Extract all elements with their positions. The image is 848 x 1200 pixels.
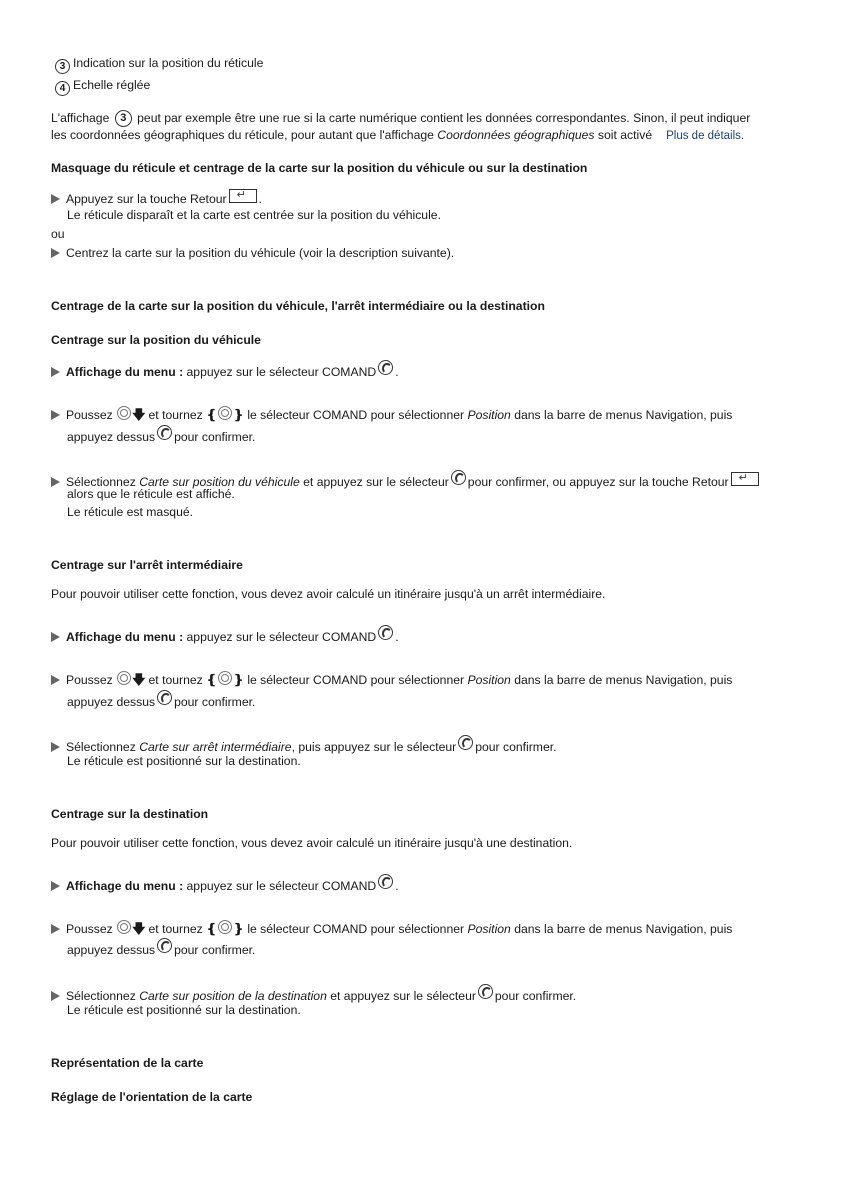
comand-controller-press-icon	[378, 874, 393, 889]
number-3-icon: 3	[55, 59, 70, 74]
or-text: ou	[51, 227, 65, 241]
heading-destination: Centrage sur la destination	[51, 807, 209, 821]
step-push-turn-2-line2: appuyez dessus pour confirmer.	[67, 690, 255, 710]
arrow-down-icon: 🡇	[132, 921, 146, 936]
bullet-arrow-icon	[51, 924, 60, 934]
step-push-turn-3-line2: appuyez dessus pour confirmer.	[67, 938, 255, 958]
bullet-arrow-icon	[51, 675, 60, 685]
comand-controller-press-icon	[157, 425, 172, 440]
heading-intermediate: Centrage sur l'arrêt intermédiaire	[51, 558, 243, 572]
number-4-icon: 4	[55, 81, 70, 96]
bullet-arrow-icon	[51, 881, 60, 891]
bullet-arrow-icon	[51, 991, 60, 1001]
bullet-arrow-icon	[51, 410, 60, 420]
more-details-link[interactable]: Plus de détails.	[666, 130, 745, 142]
step-press-back: Appuyez sur la touche Retour↵ .	[51, 189, 262, 207]
bullet-arrow-icon	[51, 742, 60, 752]
bullet-arrow-icon	[51, 477, 60, 487]
destination-intro: Pour pouvoir utiliser cette fonction, vous devez avoir calculé un itinéraire jusqu'à une destination.	[51, 836, 573, 850]
heading-vehicle: Centrage sur la position du véhicule	[51, 333, 261, 347]
step-push-turn-2: Poussez 🡇 et tournez ❴ ❵ le sélecteur COMAND pour sélectionner Position dans la barre de menus Navigation, puis	[51, 671, 732, 688]
step-push-turn-1: Poussez 🡇 et tournez ❴ ❵ le sélecteur COMAND pour sélectionner Position dans la barre de menus Navigation, puis	[51, 406, 732, 423]
bullet-arrow-icon	[51, 194, 60, 204]
arrow-down-icon: 🡇	[132, 672, 146, 687]
controller-ring-icon	[117, 406, 131, 420]
step-center-map: Centrez la carte sur la position du véhicule (voir la description suivante).	[51, 245, 454, 261]
bullet-arrow-icon	[51, 248, 60, 258]
bullet-arrow-icon	[51, 367, 60, 377]
result-text: Le réticule disparaît et la carte est centrée sur la position du véhicule.	[67, 208, 441, 222]
intermediate-intro: Pour pouvoir utiliser cette fonction, vous devez avoir calculé un itinéraire jusqu'à un arrêt intermédiaire.	[51, 587, 606, 601]
result-text: Le réticule est masqué.	[67, 505, 194, 519]
heading-map-orientation: Réglage de l'orientation de la carte	[51, 1090, 253, 1104]
step-push-turn-1-line2: appuyez dessus pour confirmer.	[67, 425, 255, 445]
intro-line-1: L'affichage 3 peut par exemple être une rue si la carte numérique contient les données correspondantes. Sinon, il peut indiquer	[51, 111, 751, 125]
controller-ring-icon	[117, 920, 131, 934]
bullet-arrow-icon	[51, 632, 60, 642]
result-text: Le réticule est positionné sur la destination.	[67, 754, 301, 768]
comand-controller-press-icon	[458, 735, 473, 750]
controller-ring-icon	[117, 671, 131, 685]
step-show-menu-2: Affichage du menu : appuyez sur le sélecteur COMAND .	[51, 625, 399, 645]
step-select-intermediate: Sélectionnez Carte sur arrêt intermédiaire, puis appuyez sur le sélecteur pour confirmer.	[51, 735, 557, 755]
back-button-icon	[731, 472, 759, 486]
step-select-vehicle-line2: alors que le réticule est affiché.	[67, 487, 235, 501]
step-push-turn-3: Poussez 🡇 et tournez ❴ ❵ le sélecteur COMAND pour sélectionner Position dans la barre de menus Navigation, puis	[51, 920, 732, 937]
step-select-vehicle: Sélectionnez Carte sur position du véhicule et appuyez sur le sélecteur pour confirmer, ou appuyez sur la touche Retour↵	[51, 470, 761, 490]
heading-centering: Centrage de la carte sur la position du véhicule, l'arrêt intermédiaire ou la destination	[51, 299, 545, 313]
step-select-destination: Sélectionnez Carte sur position de la destination et appuyez sur le sélecteur pour confirmer.	[51, 984, 576, 1004]
intro-line-2: les coordonnées géographiques du réticule, pour autant que l'affichage Coordonnées géographiques soit activé Plus de détails.	[51, 128, 745, 142]
result-text: Le réticule est positionné sur la destination.	[67, 1003, 301, 1017]
comand-controller-press-icon	[157, 690, 172, 705]
comand-controller-press-icon	[378, 625, 393, 640]
heading-hide-reticle: Masquage du réticule et centrage de la carte sur la position du véhicule ou sur la destination	[51, 161, 588, 175]
step-show-menu-1: Affichage du menu : appuyez sur le sélecteur COMAND .	[51, 360, 399, 380]
arrow-down-icon: 🡇	[132, 407, 146, 422]
comand-controller-press-icon	[378, 360, 393, 375]
number-3-icon: 3	[115, 110, 132, 127]
comand-controller-press-icon	[478, 984, 493, 999]
controller-rotate-icon	[218, 920, 232, 934]
comand-controller-press-icon	[451, 470, 466, 485]
legend-item-4: 4 Echelle réglée	[55, 77, 150, 96]
comand-controller-press-icon	[157, 938, 172, 953]
step-show-menu-3: Affichage du menu : appuyez sur le sélecteur COMAND .	[51, 874, 399, 894]
controller-rotate-icon	[218, 406, 232, 420]
heading-map-display: Représentation de la carte	[51, 1056, 204, 1070]
back-button-icon	[229, 189, 257, 203]
legend-item-3: 3 Indication sur la position du réticule	[55, 55, 263, 74]
controller-rotate-icon	[218, 671, 232, 685]
